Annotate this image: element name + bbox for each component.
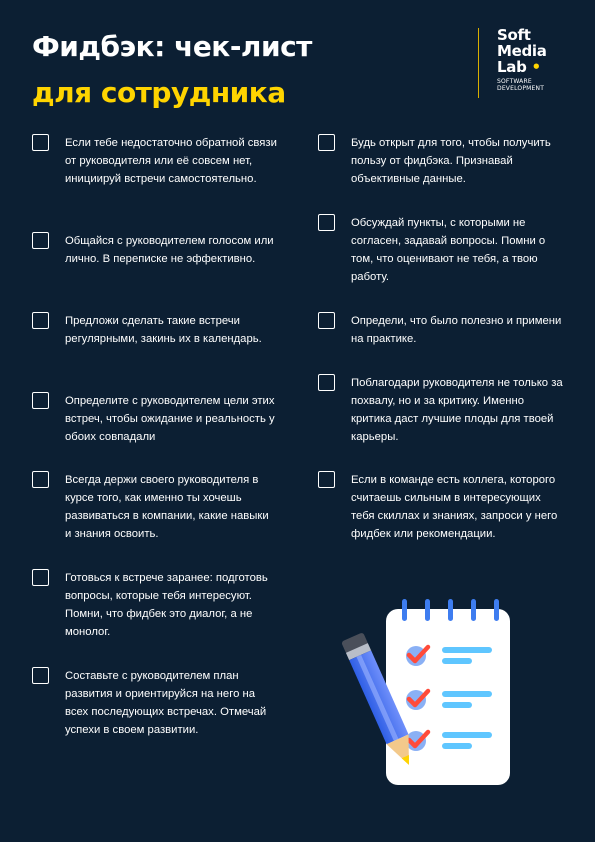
checkbox[interactable] <box>32 667 49 684</box>
checklist-item <box>32 569 277 641</box>
brand-dot: • <box>531 58 541 76</box>
checklist-item <box>318 134 565 188</box>
brand-tagline-1: SOFTWARE <box>497 78 532 85</box>
brand-logo <box>497 27 547 92</box>
checklist-item <box>32 667 277 739</box>
checkbox[interactable] <box>32 569 49 586</box>
page-title <box>32 24 312 116</box>
checkbox[interactable] <box>32 392 49 409</box>
checkbox[interactable] <box>32 471 49 488</box>
brand-line-3 <box>497 59 547 75</box>
checklist-item-text: Если тебе недостаточно обратной связи от руководителя или её совсем нет, инициируй встречи самостоятельно. <box>65 137 277 185</box>
checklist-item <box>32 471 277 543</box>
brand-tagline <box>497 78 547 92</box>
checklist-item <box>32 392 277 446</box>
brand-tagline-2: DEVELOPMENT <box>497 85 545 92</box>
checkbox[interactable] <box>318 374 335 391</box>
brand-line-2: Media <box>497 42 547 60</box>
checklist-item-text: Общайся с руководителем голосом или лично. В переписке не эффективно. <box>65 235 274 265</box>
title-line-1: Фидбэк: чек-лист <box>32 30 312 63</box>
checklist-item <box>32 134 277 188</box>
checklist-item-text: Составьте с руководителем план развития и ориентируйся на него на всех последующих встречах. Отмечай успехи в своем развитии. <box>65 670 267 736</box>
checklist-item <box>318 374 565 446</box>
checkbox[interactable] <box>32 134 49 151</box>
checklist-item-text: Будь открыт для того, чтобы получить пользу от фидбэка. Признавай объективные данные. <box>351 137 551 185</box>
checklist-item-text: Определи, что было полезно и примени на практике. <box>351 315 562 345</box>
clipboard-checklist-icon <box>330 595 520 795</box>
brand-line-1: Soft <box>497 26 531 44</box>
checklist-item <box>318 471 565 543</box>
checkbox[interactable] <box>318 134 335 151</box>
title-line-2: для сотрудника <box>32 76 286 109</box>
checklist-item-text: Обсуждай пункты, с которыми не согласен, задавай вопросы. Помни о том, что оценивают не тебя, а твою работу. <box>351 217 546 283</box>
checkbox[interactable] <box>32 232 49 249</box>
clipboard-illustration <box>330 595 520 800</box>
checkbox[interactable] <box>318 312 335 329</box>
checkbox[interactable] <box>318 214 335 231</box>
checklist-item-text: Готовься к встрече заранее: подготовь вопросы, которые тебя интересуют. Помни, что фидбек это диалог, а не монолог. <box>65 572 268 638</box>
checklist-item <box>32 232 277 268</box>
brand-divider <box>478 28 479 98</box>
checklist-item <box>318 312 565 348</box>
checklist-item-text: Если в команде есть коллега, которого считаешь сильным в интересующих тебя скиллах и знаниях, запроси у него фидбек или рекомендации. <box>351 474 558 540</box>
checklist-item-text: Предложи сделать такие встречи регулярными, закинь их в календарь. <box>65 315 262 345</box>
checklist-item-text: Определите с руководителем цели этих встреч, чтобы ожидание и реальность у обоих совпадали <box>65 395 275 443</box>
checklist-item-text: Поблагодари руководителя не только за похвалу, но и за критику. Именно критика даст лучшие плоды для твоей карьеры. <box>351 377 563 443</box>
checklist-item <box>32 312 277 348</box>
checkbox[interactable] <box>318 471 335 488</box>
brand-lab: Lab <box>497 58 527 76</box>
checklist-item-text: Всегда держи своего руководителя в курсе того, как именно ты хочешь развиваться в компании, какие навыки и знания освоить. <box>65 474 269 540</box>
checklist-item <box>318 214 565 286</box>
checkbox[interactable] <box>32 312 49 329</box>
